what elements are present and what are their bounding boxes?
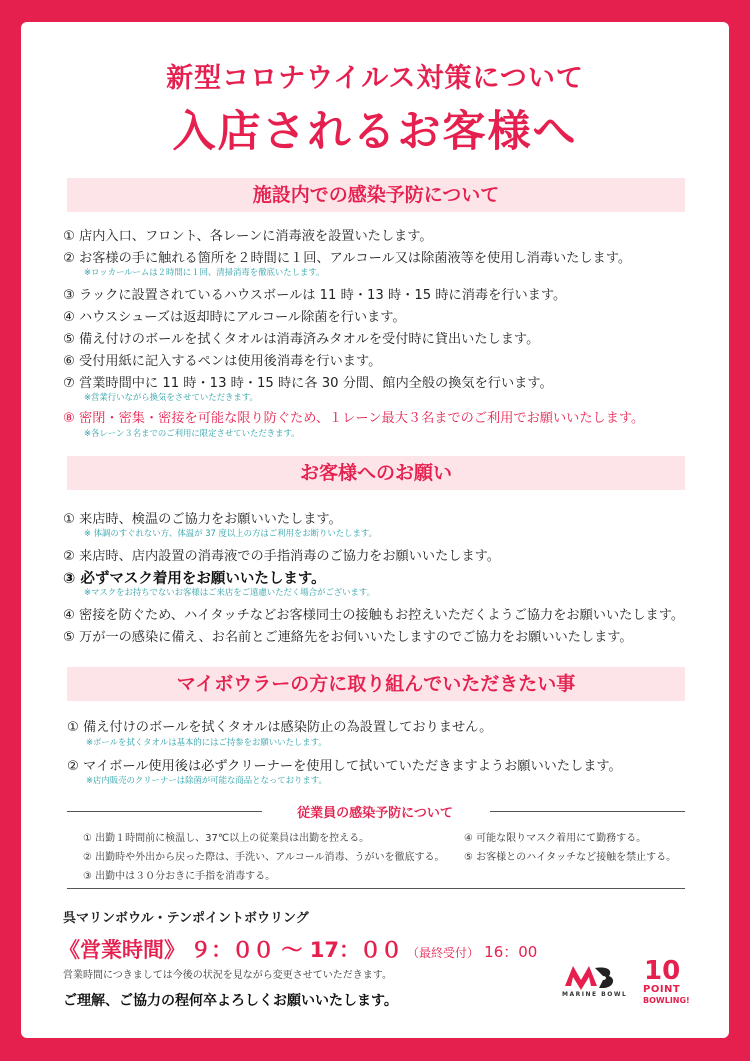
section1-note: ※ロッカールームは２時間に１回、清掃消毒を徹底いたします。 — [84, 267, 325, 277]
section2-item: ④ 密接を防ぐため、ハイタッチなどお客様同士の接触もお控えいただくようご協力をお願いいたします。 — [63, 608, 685, 623]
ten-point-logo-word1: POINT — [643, 984, 681, 995]
section1-item: ④ ハウスシューズは返却時にアルコール除菌を行います。 — [63, 310, 406, 325]
section2-heading: お客様へのお願い — [67, 456, 685, 490]
section1-note: ※営業行いながら換気をさせていただきます。 — [84, 392, 258, 402]
section1-item: ⑦ 営業時間中に 11 時・13 時・15 時に各 30 分間、館内全般の換気を行います。 — [63, 376, 553, 391]
section1-item: ② お客様の手に触れる箇所を２時間に１回、アルコール又は除菌液等を使用し消毒いたします。 — [63, 251, 632, 266]
last-entry-label: （最終受付） — [407, 946, 480, 960]
section1-item: ⑥ 受付用紙に記入するペンは使用後消毒を行います。 — [63, 354, 382, 369]
section3-item: ② マイボール使用後は必ずクリーナーを使用して拭いていただきますようお願いいたします。 — [67, 759, 622, 774]
section3-item: ① 備え付けのボールを拭くタオルは感染防止の為設置しておりません。 — [67, 720, 493, 735]
notice-sheet — [21, 22, 729, 1038]
business-hours — [59, 934, 537, 964]
ten-point-logo-number: 10 — [644, 956, 681, 986]
staff-heading: 従業員の感染予防について — [297, 806, 453, 821]
staff-item: ⑤ お客様とのハイタッチなど接触を禁止する。 — [464, 852, 677, 863]
marine-bowl-logo-mark — [559, 960, 629, 1006]
section2-item-mask: ③ 必ずマスク着用をお願いいたします。 — [63, 571, 326, 587]
hours-note: 営業時間につきましては今後の状況を見ながら変更させていただきます。 — [63, 970, 392, 981]
section1-item: ⑤ 備え付けのボールを拭くタオルは消毒済みタオルを受付時に貸出いたします。 — [63, 332, 540, 347]
company-name: 呉マリンボウル・テンポイントボウリング — [63, 911, 309, 926]
staff-item: ② 出勤時や外出から戻った際は、手洗い、アルコール消毒、うがいを徹底する。 — [83, 852, 445, 863]
title-line1: 新型コロナウイルス対策について — [166, 63, 584, 94]
section1-heading: 施設内での感染予防について — [67, 178, 685, 212]
marine-bowl-logo-text: MARINE BOWL — [562, 991, 628, 998]
staff-item: ① 出勤１時間前に検温し、37℃以上の従業員は出勤を控える。 — [83, 833, 370, 844]
thanks-message: ご理解、ご協力の程何卒よろしくお願いいたします。 — [63, 993, 398, 1009]
hours-time: ９：００ ～ 17：００ — [190, 938, 402, 962]
section3-note: ※ボールを拭くタオルは基本的にはご持参をお願いいたします。 — [86, 737, 327, 747]
section2-note: ※ 体調のすぐれない方、体温が 37 度以上の方はご利用をお断りいたします。 — [84, 528, 377, 538]
staff-item: ④ 可能な限りマスク着用にて勤務する。 — [464, 833, 647, 844]
section2-item: ⑤ 万が一の感染に備え、お名前とご連絡先をお伺いいたしますのでご協力をお願いいたします。 — [63, 630, 633, 645]
section2-item: ① 来店時、検温のご協力をお願いいたします。 — [63, 512, 342, 527]
section1-item-highlight: ⑧ 密閉・密集・密接を可能な限り防ぐため、１レーン最大３名までのご利用でお願いいたします。 — [63, 411, 645, 426]
section3-heading: マイボウラーの方に取り組んでいただきたい事 — [67, 667, 685, 701]
ten-point-logo — [643, 958, 695, 1008]
section1-item: ① 店内入口、フロント、各レーンに消毒液を設置いたします。 — [63, 229, 433, 244]
title-line2: 入店されるお客様へ — [172, 107, 578, 157]
staff-item: ③ 出勤中は３０分おきに手指を消毒する。 — [83, 871, 276, 882]
hours-label: 《営業時間》 — [59, 938, 185, 962]
section3-note: ※店内販売のクリーナーは除菌が可能な商品となっております。 — [86, 775, 327, 785]
marine-bowl-logo — [559, 960, 629, 1006]
section1-note: ※各レーン３名までのご利用に限定させていただきます。 — [84, 428, 300, 438]
section1-item: ③ ラックに設置されているハウスボールは 11 時・13 時・15 時に消毒を行います。 — [63, 288, 567, 303]
divider — [67, 888, 685, 889]
last-entry-time: 16：00 — [484, 943, 538, 961]
section2-item: ② 来店時、店内設置の消毒液での手指消毒のご協力をお願いいたします。 — [63, 549, 500, 564]
ten-point-logo-word2: BOWLING! — [643, 996, 690, 1005]
section2-note: ※マスクをお持ちでないお客様はご来店をご遠慮いただく場合がございます。 — [84, 587, 376, 597]
